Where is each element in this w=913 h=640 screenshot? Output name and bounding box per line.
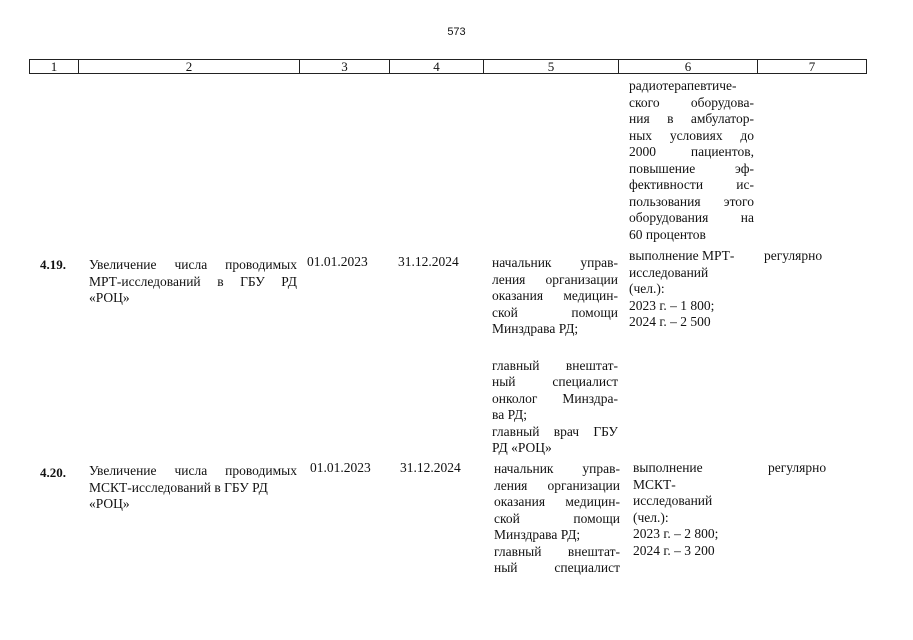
- text-line: ления организации: [494, 477, 620, 493]
- text-line: ской помощи: [494, 510, 620, 526]
- text-line: оборудования на: [629, 210, 754, 225]
- text-line: 60 процентов: [629, 226, 706, 242]
- text-line: фективности ис-: [629, 177, 754, 192]
- row-number: 4.19.: [40, 257, 66, 272]
- row-responsible: [494, 461, 620, 577]
- text-line: оказания медицин-: [494, 494, 620, 509]
- text-line: ный специалист: [494, 560, 620, 575]
- text-line: ния в амбулатор-: [629, 111, 754, 126]
- text-line: ный специалист: [492, 374, 618, 389]
- text-line: «РОЦ»: [89, 496, 130, 511]
- text-line: 2024 г. – 3 200: [633, 542, 715, 558]
- text-line: Увеличение числа проводимых: [89, 257, 297, 272]
- header-col-3: 3: [300, 60, 390, 73]
- text-line: начальник управ-: [494, 461, 620, 476]
- table-header-row: [29, 59, 867, 74]
- row-responsible: [492, 255, 618, 457]
- row-name: [89, 257, 297, 307]
- text-line: главный внештат-: [492, 357, 618, 373]
- row-number: 4.20.: [40, 465, 66, 480]
- row-result: [633, 460, 733, 559]
- text-line: РД «РОЦ»: [492, 440, 552, 455]
- text-line: МРТ-исследований в ГБУ РД: [89, 273, 297, 289]
- header-col-1: 1: [30, 60, 79, 73]
- text-line: ных условиях до: [629, 127, 754, 143]
- text-line: повышение эф-: [629, 160, 754, 176]
- text-line: 2024 г. – 2 500: [629, 314, 711, 329]
- text-line: ва РД;: [492, 407, 528, 422]
- text-line: 2023 г. – 1 800;: [629, 297, 715, 313]
- row-result: [629, 248, 755, 331]
- text-line: оказания медицин-: [492, 288, 618, 303]
- text-line: ления организации: [492, 271, 618, 287]
- text-line: «РОЦ»: [89, 290, 130, 305]
- header-col-4: 4: [390, 60, 484, 73]
- text-line: ской помощи: [492, 304, 618, 320]
- text-line: главный внештат-: [494, 543, 620, 559]
- text-line: 2000 пациентов,: [629, 144, 754, 159]
- header-col-7: 7: [758, 60, 867, 73]
- text-line: исследований: [629, 264, 709, 280]
- text-line: МСКТ-: [633, 476, 676, 492]
- text-line: начальник управ-: [492, 255, 618, 270]
- text-line: ского оборудова-: [629, 94, 754, 110]
- row-end-date: 31.12.2024: [398, 254, 459, 269]
- page-number: 573: [447, 26, 466, 38]
- text-line: МСКТ-исследований в ГБУ РД: [89, 479, 268, 495]
- text-line: Минздрава РД;: [494, 527, 581, 542]
- text-line: выполнение МРТ-: [629, 248, 735, 263]
- row-start-date: 01.01.2023: [310, 460, 371, 475]
- row-start-date: 01.01.2023: [307, 254, 368, 269]
- row-name: [89, 463, 297, 513]
- text-line: главный врач ГБУ: [492, 423, 618, 439]
- text-line: (чел.):: [633, 509, 669, 525]
- text-line: [492, 338, 618, 358]
- row-end-date: 31.12.2024: [400, 460, 461, 475]
- text-line: Минздрава РД;: [492, 321, 579, 336]
- text-line: (чел.):: [629, 281, 665, 296]
- text-line: пользования этого: [629, 193, 754, 209]
- continued-result-text: [629, 78, 754, 243]
- text-line: онколог Минздра-: [492, 390, 618, 406]
- row-periodicity: регулярно: [764, 248, 823, 263]
- text-line: выполнение: [633, 460, 703, 475]
- text-line: Увеличение числа проводимых: [89, 463, 297, 478]
- text-line: радиотерапевтиче-: [629, 78, 737, 93]
- header-col-6: 6: [619, 60, 758, 73]
- header-col-2: 2: [79, 60, 300, 73]
- row-periodicity: регулярно: [768, 460, 827, 475]
- header-col-5: 5: [484, 60, 619, 73]
- text-line: 2023 г. – 2 800;: [633, 526, 719, 541]
- text-line: исследований: [633, 493, 713, 508]
